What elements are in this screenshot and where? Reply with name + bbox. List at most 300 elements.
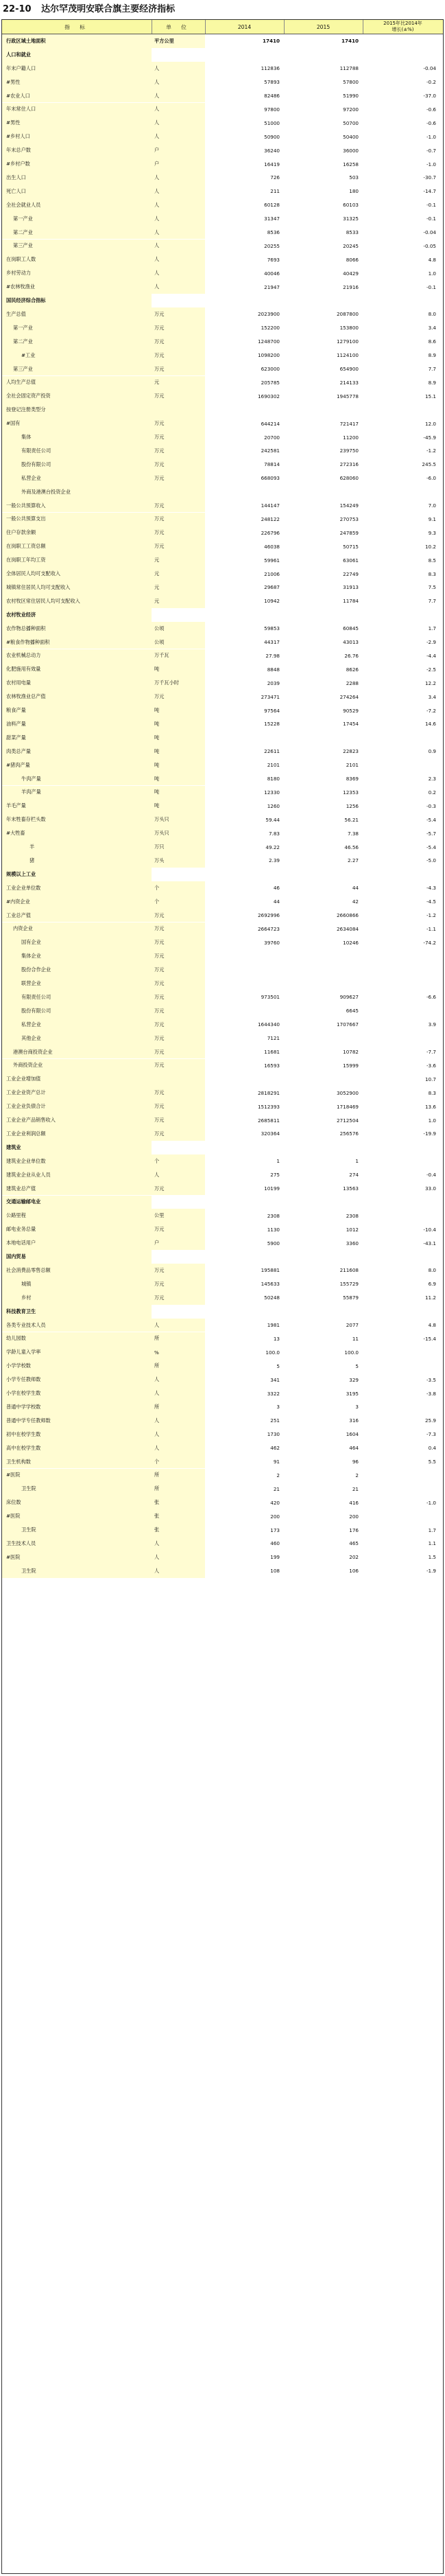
table-row [2, 116, 443, 130]
indicator-name: 工业企业资产总计 [2, 1086, 152, 1100]
unit: 户 [152, 157, 205, 171]
value-2015: 256576 [339, 1130, 359, 1137]
value-2014: 205785 [261, 379, 280, 386]
value-2015: 26.76 [344, 652, 359, 659]
indicator-name: 人均生产总值 [2, 376, 152, 390]
growth-rate: 8.3 [428, 570, 436, 577]
indicator-name: 工业企业负债合计 [2, 1100, 152, 1113]
value-2015: 97200 [343, 106, 359, 113]
value-2015: 22823 [343, 748, 359, 755]
growth-rate: 13.6 [424, 1103, 436, 1110]
growth-rate: -5.4 [426, 844, 436, 850]
indicator-name: 国有企业 [2, 936, 152, 949]
indicator-name: 农村牧区常住居民人均可支配收入 [2, 594, 152, 608]
growth-rate: 10.2 [424, 543, 436, 550]
unit: 人 [152, 89, 205, 103]
indicator-name: 农林牧渔业总产值 [2, 690, 152, 704]
unit: 万元 [152, 1113, 205, 1127]
table-row [2, 280, 443, 294]
table-row [2, 936, 443, 949]
value-2015: 50700 [343, 119, 359, 126]
unit: 公里 [152, 1209, 205, 1222]
table-row [2, 622, 443, 636]
unit: 人 [152, 1414, 205, 1428]
value-2015: 1604 [346, 1431, 359, 1438]
table-row [2, 1045, 443, 1059]
unit: 万元 [152, 417, 205, 430]
table-number: 22-10 [3, 4, 32, 14]
unit: 吨 [152, 662, 205, 676]
value-2014: 226796 [261, 529, 280, 536]
value-2014: 59.44 [265, 816, 280, 823]
indicator-name: 小学在校学生数 [2, 1386, 152, 1400]
growth-rate [363, 403, 443, 417]
value-2014: 16593 [264, 1062, 280, 1069]
indicator-name: 建筑业企业单位数 [2, 1154, 152, 1168]
growth-rate [363, 1359, 443, 1373]
indicator-name: 股份有限公司 [2, 458, 152, 472]
value-2014: 242581 [261, 448, 280, 454]
table-row [2, 362, 443, 376]
table-row [2, 676, 443, 690]
table-row [2, 1455, 443, 1469]
value-2015: 16258 [343, 161, 359, 167]
indicator-name: 甜菜产量 [2, 731, 152, 745]
growth-rate: 9.1 [428, 515, 436, 522]
unit: 人 [152, 198, 205, 212]
unit: 万元 [152, 458, 205, 472]
value-2015: 6645 [346, 1008, 359, 1014]
table-row [2, 1319, 443, 1332]
value-2014: 46038 [264, 543, 280, 550]
table-row [2, 636, 443, 649]
value-2015: 416 [349, 1499, 359, 1506]
value-2014: 1730 [267, 1431, 280, 1438]
table-row [2, 349, 443, 362]
value-2014: 173 [270, 1527, 280, 1533]
unit: 万只 [152, 840, 205, 854]
value-2015: 272316 [339, 461, 359, 468]
value-2015: 1012 [346, 1226, 359, 1233]
indicator-name: 城镇常住居民人均可支配收入 [2, 581, 152, 594]
value-2015: 247859 [339, 529, 359, 536]
indicator-name: 港澳台商投资企业 [2, 1045, 152, 1059]
value-2015: 3195 [346, 1390, 359, 1397]
value-2014: 2818291 [257, 1089, 280, 1096]
value-2014: 44317 [264, 639, 280, 646]
growth-rate [363, 485, 443, 499]
value-2015: 1707667 [336, 1021, 359, 1028]
value-2015: 50400 [343, 133, 359, 140]
indicator-name: 交通运输邮电业 [2, 1196, 152, 1209]
table-row [2, 799, 443, 813]
table-row [2, 1264, 443, 1277]
table-row [2, 1127, 443, 1141]
unit: 万元 [152, 539, 205, 553]
table-title: 达尔罕茂明安联合旗主要经济指标 [41, 4, 176, 14]
unit: 所 [152, 1482, 205, 1496]
value-2015: 51990 [343, 93, 359, 100]
unit: 平方公里 [152, 34, 205, 48]
table-row [2, 1359, 443, 1373]
value-2014: 195881 [261, 1267, 280, 1274]
indicator-name: 羊 [2, 840, 152, 854]
unit: 户 [152, 143, 205, 157]
unit: 吨 [152, 704, 205, 717]
growth-rate: 8.6 [428, 338, 436, 345]
growth-rate: -6.0 [426, 475, 436, 482]
table-row [2, 321, 443, 335]
growth-rate: -3.8 [426, 1390, 436, 1397]
value-2015: 40429 [343, 270, 359, 277]
value-2015: 96 [352, 1459, 359, 1465]
unit: 万元 [152, 923, 205, 936]
value-2014: 973501 [261, 994, 280, 1001]
unit: 万元 [152, 444, 205, 458]
value-2014: 2685811 [257, 1117, 280, 1124]
value-2015: 155729 [339, 1281, 359, 1288]
value-2014: 7121 [267, 1035, 280, 1042]
growth-rate: -5.4 [426, 816, 436, 823]
value-2015: 270753 [339, 515, 359, 522]
indicator-name: 幼儿园数 [2, 1332, 152, 1346]
unit: 万元 [152, 389, 205, 403]
growth-rate: -5.7 [426, 830, 436, 837]
indicator-name: #乡村人口 [2, 130, 152, 143]
value-2015: 3052900 [336, 1089, 359, 1096]
page-title [3, 0, 175, 19]
indicator-name: 全社会固定资产投资 [2, 389, 152, 403]
value-2014: 199 [270, 1554, 280, 1561]
growth-rate: 7.0 [428, 502, 436, 509]
growth-rate: 11.2 [424, 1295, 436, 1301]
table-row [2, 1222, 443, 1236]
value-2015: 5 [355, 1362, 359, 1369]
value-2015: 154249 [339, 502, 359, 509]
value-2015: 60103 [343, 202, 359, 209]
table-row [2, 786, 443, 800]
table-row [2, 1386, 443, 1400]
table-row [2, 772, 443, 786]
growth-rate: 8.0 [428, 311, 436, 318]
value-2015: 31913 [343, 584, 359, 591]
growth-rate: 8.3 [428, 1089, 436, 1096]
unit: 万元 [152, 430, 205, 444]
value-2014: 462 [270, 1445, 280, 1452]
value-2015: 17410 [341, 38, 359, 45]
table-row [2, 1414, 443, 1428]
table-row [2, 977, 443, 990]
indicator-name: #医院 [2, 1509, 152, 1523]
growth-rate: -74.2 [423, 939, 436, 946]
indicator-name: 猪 [2, 854, 152, 868]
table-row [2, 854, 443, 868]
table-row [2, 403, 443, 417]
table-row [2, 881, 443, 895]
value-2015: 46.56 [344, 844, 359, 850]
value-2014: 91 [273, 1459, 280, 1465]
table-row [2, 581, 443, 594]
value-2014: 1690302 [257, 393, 280, 399]
table-row [2, 840, 443, 854]
indicator-name: 邮电业务总量 [2, 1222, 152, 1236]
growth-rate: 25.9 [424, 1417, 436, 1424]
growth-rate: 5.5 [428, 1459, 436, 1465]
unit: 万头只 [152, 826, 205, 840]
growth-rate: -0.6 [426, 106, 436, 113]
unit: 万元 [152, 335, 205, 349]
table-row [2, 567, 443, 581]
value-2014: 2664723 [257, 925, 280, 932]
indicator-name: 第二产业 [2, 335, 152, 349]
value-2015: 721417 [339, 420, 359, 427]
unit [152, 403, 205, 417]
indicator-name: 工业企业增加值 [2, 1072, 152, 1086]
table-row [2, 649, 443, 663]
unit: 张 [152, 1496, 205, 1509]
value-2014: 2101 [267, 762, 280, 769]
value-2015: 1124100 [336, 352, 359, 359]
table-row [2, 1373, 443, 1386]
growth-rate: 8.0 [428, 1267, 436, 1274]
value-2014: 1644340 [257, 1021, 280, 1028]
indicator-name: 全社会就业人员 [2, 198, 152, 212]
growth-rate [363, 1154, 443, 1168]
indicator-name: 人口和就业 [2, 48, 152, 62]
value-2015: 153800 [339, 325, 359, 332]
value-2014: 21006 [264, 570, 280, 577]
table-row [2, 1168, 443, 1182]
value-2014: 108 [270, 1568, 280, 1575]
indicator-name: 工业企业单位数 [2, 881, 152, 895]
value-2014: 11681 [264, 1049, 280, 1056]
indicator-name: 床位数 [2, 1496, 152, 1509]
growth-rate: -2.9 [426, 639, 436, 646]
growth-rate [363, 1032, 443, 1045]
value-2015: 11 [352, 1335, 359, 1342]
table-row [2, 1482, 443, 1496]
indicator-name: 年末总户数 [2, 143, 152, 157]
table-row [2, 909, 443, 923]
value-2015: 2 [355, 1472, 359, 1478]
value-2014: 460 [270, 1540, 280, 1547]
value-2014: 623000 [261, 366, 280, 373]
indicator-name: 生产总值 [2, 308, 152, 321]
table-row [2, 1236, 443, 1250]
unit: 个 [152, 881, 205, 895]
table-row [2, 1291, 443, 1305]
value-2015 [284, 1032, 363, 1045]
growth-rate: 33.0 [424, 1185, 436, 1192]
table-row [2, 171, 443, 185]
value-2014: 1248700 [257, 338, 280, 345]
section-row [2, 1250, 443, 1264]
unit: 万元 [152, 499, 205, 513]
value-2014: 5900 [267, 1240, 280, 1246]
table-row [2, 594, 443, 608]
table-row [2, 62, 443, 76]
unit: 元 [152, 594, 205, 608]
value-2014: 2 [276, 1472, 280, 1478]
value-2014: 644214 [261, 420, 280, 427]
value-2015: 465 [349, 1540, 359, 1547]
value-2015: 20245 [343, 242, 359, 249]
unit: 万元 [152, 1045, 205, 1059]
table-row [2, 143, 443, 157]
indicator-name: 卫生院 [2, 1564, 152, 1578]
table-row [2, 89, 443, 103]
indicator-name: 全体居民人均可支配收入 [2, 567, 152, 581]
indicator-name: 股份有限公司 [2, 1004, 152, 1018]
value-2015: 274 [349, 1172, 359, 1179]
indicator-name: 科技教育卫生 [2, 1305, 152, 1319]
table-row [2, 513, 443, 526]
indicator-name: 一般公共预算收入 [2, 499, 152, 513]
indicator-name: 农业机械总动力 [2, 649, 152, 663]
indicator-name: 外商投资企业 [2, 1059, 152, 1073]
growth-rate: -0.04 [423, 229, 436, 236]
growth-rate: 7.7 [428, 366, 436, 373]
value-2014: 1098200 [257, 352, 280, 359]
unit: 人 [152, 253, 205, 266]
indicator-name: 乡村 [2, 1291, 152, 1305]
table-row [2, 690, 443, 704]
growth-rate: -30.7 [423, 174, 436, 181]
value-2015: 274264 [339, 693, 359, 700]
table-row [2, 185, 443, 198]
unit: 人 [152, 1373, 205, 1386]
value-2014: 144147 [261, 502, 280, 509]
growth-rate: -10.4 [423, 1226, 436, 1233]
value-2014: 15228 [264, 721, 280, 728]
growth-rate: 4.8 [428, 256, 436, 263]
value-2014: 1512393 [257, 1103, 280, 1110]
indicator-table [1, 19, 444, 2574]
value-2015: 3 [355, 1404, 359, 1411]
indicator-name: #农林牧渔业 [2, 280, 152, 294]
value-2014: 3322 [267, 1390, 280, 1397]
indicator-name: 有限责任公司 [2, 990, 152, 1004]
growth-rate: -7.3 [426, 1431, 436, 1438]
indicator-name: 建筑业 [2, 1141, 152, 1154]
unit: 人 [152, 171, 205, 185]
value-2015 [284, 949, 363, 963]
value-2015: 2634084 [336, 925, 359, 932]
table-row [2, 76, 443, 89]
unit: 元 [152, 581, 205, 594]
indicator-name: 建筑业总产值 [2, 1182, 152, 1196]
value-2015: 2077 [346, 1322, 359, 1329]
value-2014: 273471 [261, 693, 280, 700]
table-row [2, 526, 443, 539]
value-2015 [284, 403, 363, 417]
value-2015: 7.38 [347, 830, 359, 837]
growth-rate [363, 963, 443, 977]
value-2014: 12330 [264, 789, 280, 796]
indicator-name: 工业企业利润总额 [2, 1127, 152, 1141]
unit: 万元 [152, 308, 205, 321]
value-2015: 211608 [339, 1267, 359, 1274]
table-row [2, 1428, 443, 1441]
growth-rate: -45.9 [423, 434, 436, 441]
unit: 吨 [152, 758, 205, 772]
value-2015: 44 [352, 885, 359, 892]
value-2014: 320364 [261, 1130, 280, 1137]
table-row [2, 745, 443, 758]
growth-rate: -1.0 [426, 1499, 436, 1506]
value-2015: 11200 [343, 434, 359, 441]
indicator-name: 小学学校数 [2, 1359, 152, 1373]
indicator-name: 普通中学专任教师数 [2, 1414, 152, 1428]
value-2015: 909627 [339, 994, 359, 1001]
unit: 吨 [152, 717, 205, 731]
growth-rate: 7.5 [428, 584, 436, 591]
indicator-name: 卫生机构数 [2, 1455, 152, 1469]
value-2015: 202 [349, 1554, 359, 1561]
value-2014 [205, 403, 284, 417]
table-row [2, 1469, 443, 1483]
value-2015: 21 [352, 1485, 359, 1492]
unit: 吨 [152, 772, 205, 786]
table-row [2, 1277, 443, 1291]
value-2015: 42 [352, 898, 359, 905]
indicator-name: 羊肉产量 [2, 786, 152, 800]
indicator-name: 卫生院 [2, 1523, 152, 1537]
value-2015: 2308 [346, 1212, 359, 1219]
value-2014: 10199 [264, 1185, 280, 1192]
unit [152, 485, 205, 499]
growth-rate: 9.3 [428, 529, 436, 536]
indicator-name: 私营企业 [2, 472, 152, 485]
unit: 公顷 [152, 622, 205, 636]
value-2014: 8848 [267, 666, 280, 673]
table-row [2, 731, 443, 745]
value-2015 [284, 1072, 363, 1086]
value-2015 [284, 963, 363, 977]
indicator-name: 一般公共预算支出 [2, 513, 152, 526]
growth-rate: 12.0 [424, 420, 436, 427]
value-2014: 27.98 [265, 652, 280, 659]
value-2014: 7.83 [268, 830, 280, 837]
indicator-name: 第一产业 [2, 321, 152, 335]
value-2014: 1260 [267, 802, 280, 809]
growth-rate: -0.1 [426, 202, 436, 209]
table-row [2, 1441, 443, 1455]
value-2015: 8369 [346, 776, 359, 782]
growth-rate: -5.0 [426, 857, 436, 864]
table-row [2, 1537, 443, 1551]
value-2014: 21947 [264, 283, 280, 290]
growth-rate [363, 977, 443, 990]
indicator-name: 羊毛产量 [2, 799, 152, 813]
table-row [2, 923, 443, 936]
table-row [2, 717, 443, 731]
table-row [2, 813, 443, 826]
growth-rate: -3.5 [426, 1376, 436, 1383]
value-2015: 13563 [343, 1185, 359, 1192]
table-row [2, 1059, 443, 1073]
unit: 人 [152, 62, 205, 76]
indicator-name: 国民经济综合指标 [2, 294, 152, 308]
value-2015: 2288 [346, 680, 359, 686]
value-2014 [205, 1004, 284, 1018]
value-2014: 248122 [261, 515, 280, 522]
table-row [2, 1209, 443, 1222]
growth-rate: -0.7 [426, 147, 436, 154]
value-2015 [284, 977, 363, 990]
table-row [2, 103, 443, 117]
indicator-name: #猪肉产量 [2, 758, 152, 772]
